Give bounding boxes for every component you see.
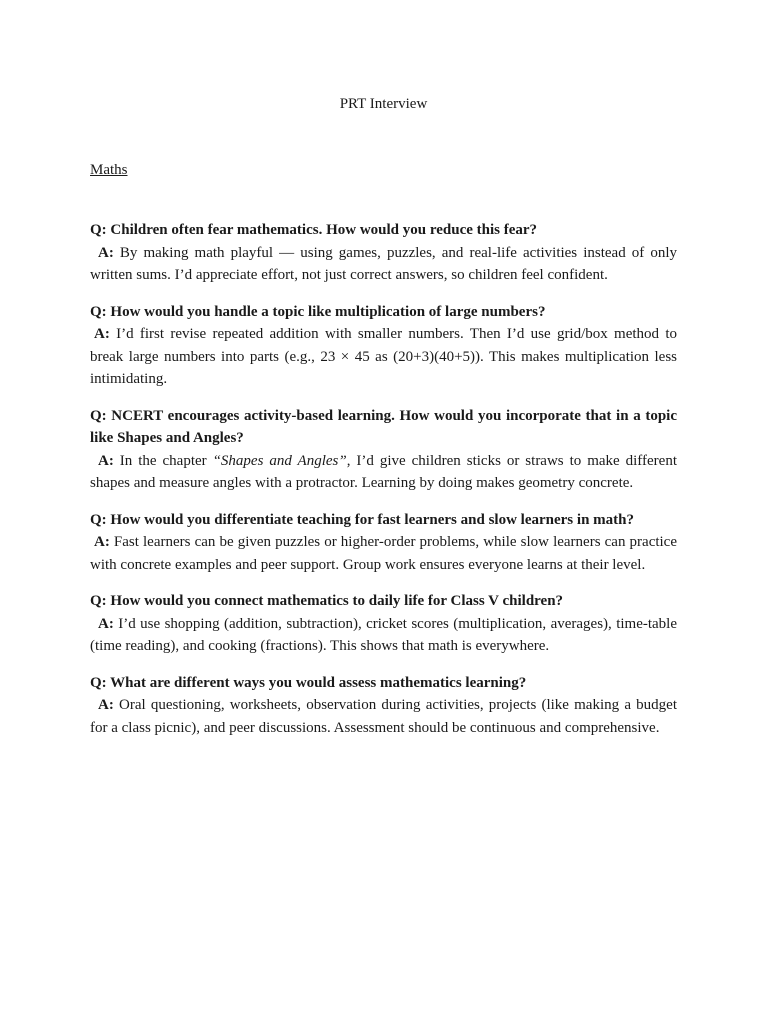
answer-body: I’d first revise repeated addition with smaller numbers. Then I’d use grid/box method to break large numbers into parts (e.g., 23 × 45 as (20+3)(40+5)). This makes multiplication less intimidating. [90, 326, 677, 387]
answer-label: A: [94, 326, 110, 342]
answer-text [90, 613, 677, 658]
qa-item [90, 219, 677, 287]
qa-item [90, 509, 677, 577]
qa-item [90, 672, 677, 740]
answer-text [90, 450, 677, 495]
qa-list [90, 219, 677, 753]
answer-body: Oral questioning, worksheets, observation during activities, projects (like making a budget for a class picnic), and peer discussions. Assessment should be continuous and comprehensive. [90, 697, 677, 736]
answer-label: A: [98, 452, 114, 469]
qa-item [90, 590, 677, 658]
qa-item [90, 405, 677, 495]
answer-label: A: [98, 244, 114, 261]
answer-text [90, 323, 677, 391]
answer-text [90, 694, 677, 739]
answer-body: By making math playful — using games, puzzles, and real-life activities instead of only written sums. I’d appreciate effort, not just correct answers, so children feel confident. [90, 244, 678, 283]
question-text: Q: How would you handle a topic like multiplication of large numbers? [90, 303, 546, 320]
answer-body: I’d use shopping (addition, subtraction), cricket scores (multiplication, averages), time-table (time reading), and cooking (fractions). This shows that math is everywhere. [90, 615, 677, 654]
section-heading: Maths [90, 162, 128, 178]
answer-text [90, 242, 677, 287]
answer-label: A: [98, 697, 114, 713]
document-title: PRT Interview [339, 96, 428, 112]
question-text: Q: Children often fear mathematics. How would you reduce this fear? [90, 222, 538, 238]
answer-body-suffix: , I’d give children sticks or straws to make different shapes and measure angles with a protractor. Learning by doing makes geometry concrete. [90, 452, 678, 491]
question-text: Q: What are different ways you would assess mathematics learning? [90, 674, 527, 691]
qa-item [90, 301, 677, 391]
answer-body: Fast learners can be given puzzles or higher-order problems, while slow learners can practice with concrete examples and peer support. Group work ensures everyone learns at their level. [90, 534, 678, 573]
question-text: Q: NCERT encourages activity-based learning. How would you incorporate that in a topic like Shapes and Angles? [90, 407, 677, 446]
answer-label: A: [98, 615, 114, 632]
question-text: Q: How would you connect mathematics to daily life for Class V children? [90, 593, 564, 609]
chapter-title: “Shapes and Angles” [212, 452, 347, 469]
question-text: Q: How would you differentiate teaching for fast learners and slow learners in math? [90, 511, 634, 528]
answer-text [90, 531, 677, 576]
answer-body-prefix: In the chapter [119, 452, 213, 469]
answer-label: A: [94, 534, 110, 550]
